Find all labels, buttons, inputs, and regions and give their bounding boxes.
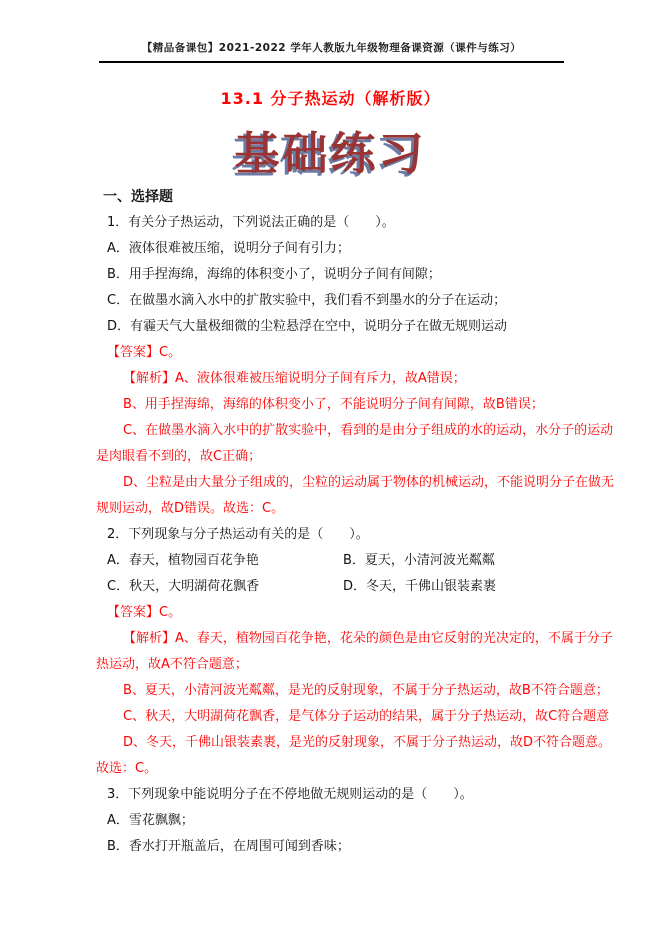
q1-analysis-line: B、用手捏海绵，海绵的体积变小了，不能说明分子间有间隙，故B错误； [123, 397, 544, 412]
q3-stem: 3．下列现象中能说明分子在不停地做无规则运动的是（ ）。 [107, 787, 473, 802]
q2-answer: 【答案】C。 [107, 605, 182, 620]
q1-analysis-line: 【解析】A、液体很难被压缩说明分子间有斥力，故A错误； [123, 371, 466, 386]
q2-analysis-line: 故选：C。 [96, 761, 158, 776]
q2-stem: 2．下列现象与分子热运动有关的是（ ）。 [107, 527, 369, 542]
q2-options-row-2 [96, 574, 574, 600]
q3-option-b: B．香水打开瓶盖后，在周围可闻到香味； [107, 839, 350, 854]
q2-analysis-line: D、冬天，千佛山银装素裹，是光的反射现象，不属于分子热运动，故D不符合题意。 [123, 735, 612, 750]
q2-option-c: C．秋天，大明湖荷花飘香 [107, 579, 260, 594]
q2-option-a: A．春天，植物园百花争艳 [107, 553, 259, 568]
page-header [99, 40, 564, 63]
q2-analysis-line: 热运动，故A不符合题意； [96, 657, 248, 672]
q2-option-b: B．夏天，小清河波光粼粼 [343, 553, 495, 568]
q1-analysis-line: C、在做墨水滴入水中的扩散实验中，看到的是由分子组成的水的运动，水分子的运动 [123, 423, 614, 438]
q1-option-c: C．在做墨水滴入水中的扩散实验中，我们看不到墨水的分子在运动； [107, 293, 507, 308]
q1-analysis-line: 是肉眼看不到的，故C正确； [96, 449, 262, 464]
q2-options-row-1 [96, 548, 574, 574]
q1-option-b: B．用手捏海绵，海绵的体积变小了，说明分子间有间隙； [107, 267, 441, 282]
section-heading: 一、选择题 [103, 189, 173, 205]
q2-analysis-line: B、夏天，小清河波光粼粼，是光的反射现象，不属于分子热运动，故B不符合题意； [123, 683, 609, 698]
header-text: 【精品备课包】2021-2022 学年人教版九年级物理备课资源（课件与练习） [141, 42, 522, 54]
q2-option-d: D．冬天，千佛山银装素裹 [343, 579, 497, 594]
q3-option-a: A．雪花飘飘； [107, 813, 194, 828]
lesson-title: 13.1 分子热运动（解析版） [220, 89, 441, 108]
q1-analysis-line: 规则运动，故D错误。故选：C。 [96, 501, 285, 516]
q2-analysis-line: 【解析】A、春天，植物园百花争艳，花朵的颜色是由它反射的光决定的，不属于分子 [123, 631, 613, 646]
q1-answer: 【答案】C。 [107, 345, 182, 360]
document-body [96, 184, 615, 860]
q1-analysis-line: D、尘粒是由大量分子组成的，尘粒的运动属于物体的机械运动，不能说明分子在做无 [123, 475, 615, 490]
q1-option-a: A．液体很难被压缩，说明分子间有引力； [107, 241, 350, 256]
q1-option-d: D．有霾天气大量极细微的尘粒悬浮在空中，说明分子在做无规则运动 [107, 319, 508, 334]
q2-analysis-line: C、秋天，大明湖荷花飘香，是气体分子运动的结果，属于分子热运动，故C符合题意 [123, 709, 610, 724]
banner-title: 基础练习 [234, 127, 427, 180]
q1-stem: 1．有关分子热运动，下列说法正确的是（ ）。 [107, 215, 395, 230]
